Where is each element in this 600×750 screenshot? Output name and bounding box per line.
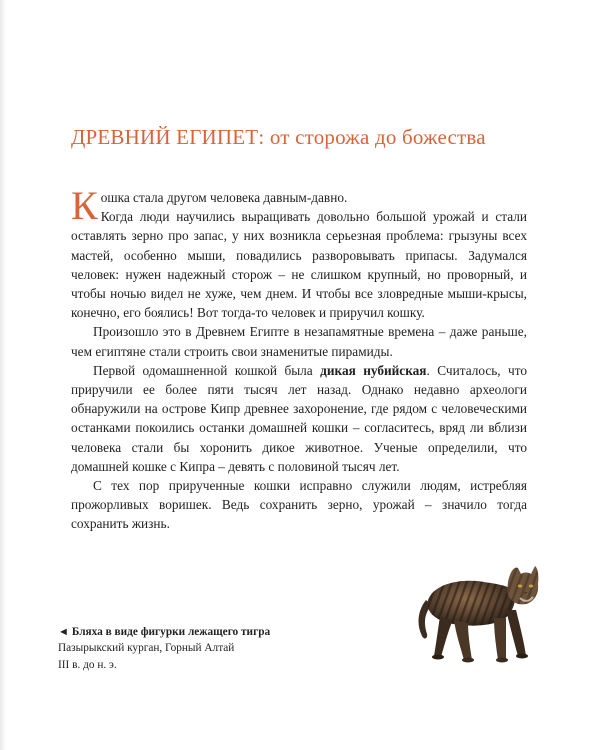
- paragraph-2: Произошло это в Древнем Египте в незапамятные времена – даже раньше, чем египтяне стали строить свои знаменитые пирамиды.: [71, 324, 527, 359]
- cat-leg-front-left: [494, 618, 506, 660]
- arrow-left-icon: ◄: [58, 626, 69, 638]
- page-title: ДРЕВНИЙ ЕГИПЕТ: от сторожа до божества: [71, 125, 486, 149]
- paragraph-1: [71, 183, 527, 322]
- cat-leg-front-right: [506, 610, 526, 656]
- drop-cap: К: [71, 183, 98, 228]
- image-caption: [58, 624, 308, 673]
- cat-leg-back-right: [454, 620, 472, 660]
- paragraph-3-bold: дикая нубийская: [320, 362, 427, 378]
- cat-eye-left: [518, 585, 522, 588]
- caption-location: Пазырыкский курган, Горный Алтай: [58, 642, 235, 655]
- page-edge-shadow: [0, 0, 6, 750]
- paragraph-4: С тех пор прирученные кошки исправно служили людям, истребляя прожорливых воришек. Ведь сохранить зерно, урожай – значило тогда сохранить жизнь.: [71, 478, 527, 532]
- caption-title-line: [58, 624, 308, 640]
- cat-photo: [414, 560, 540, 666]
- paragraph-3: [71, 361, 527, 476]
- paragraph-1-body: Когда люди научились выращивать довольно большой урожай и стали оставлять зерно про запас, у них возникла серьезная проблема: грызуны всех мастей, особенно мыши, повадились разворовывать припасы. Задумался человек: нужен надежный сторож – не слишком крупный, но проворный, и чтобы ночью видел не хуже, чем днем. И чтобы все зловредные мыши-крысы, конечно, его боялись! Вот тогда-то человек и приручил кошку.: [71, 209, 527, 321]
- cat-leg-back-left: [434, 616, 452, 657]
- paragraph-3-start: Первой одомашненной кошкой была: [93, 362, 321, 378]
- article-body: [71, 183, 527, 534]
- caption-date: III в. до н. э.: [58, 658, 117, 671]
- paragraph-3-end: . Считалось, что приручили ее более пяти тысяч лет назад. Однако недавно археологи обнаружили на острове Кипр древнее захоронение, где рядом с человеческими останками покоились останки домашней кошки – согласитесь, вряд ли вблизи человека стали бы хоронить дикое животное. Ученые определили, что домашней кошке с Кипра – девять с половиной тысяч лет.: [71, 362, 527, 474]
- cat-eye-right: [529, 585, 533, 588]
- paragraph-1-opening: ошка стала другом человека давным-давно.: [100, 190, 348, 205]
- caption-title: Бляха в виде фигурки лежащего тигра: [71, 626, 271, 638]
